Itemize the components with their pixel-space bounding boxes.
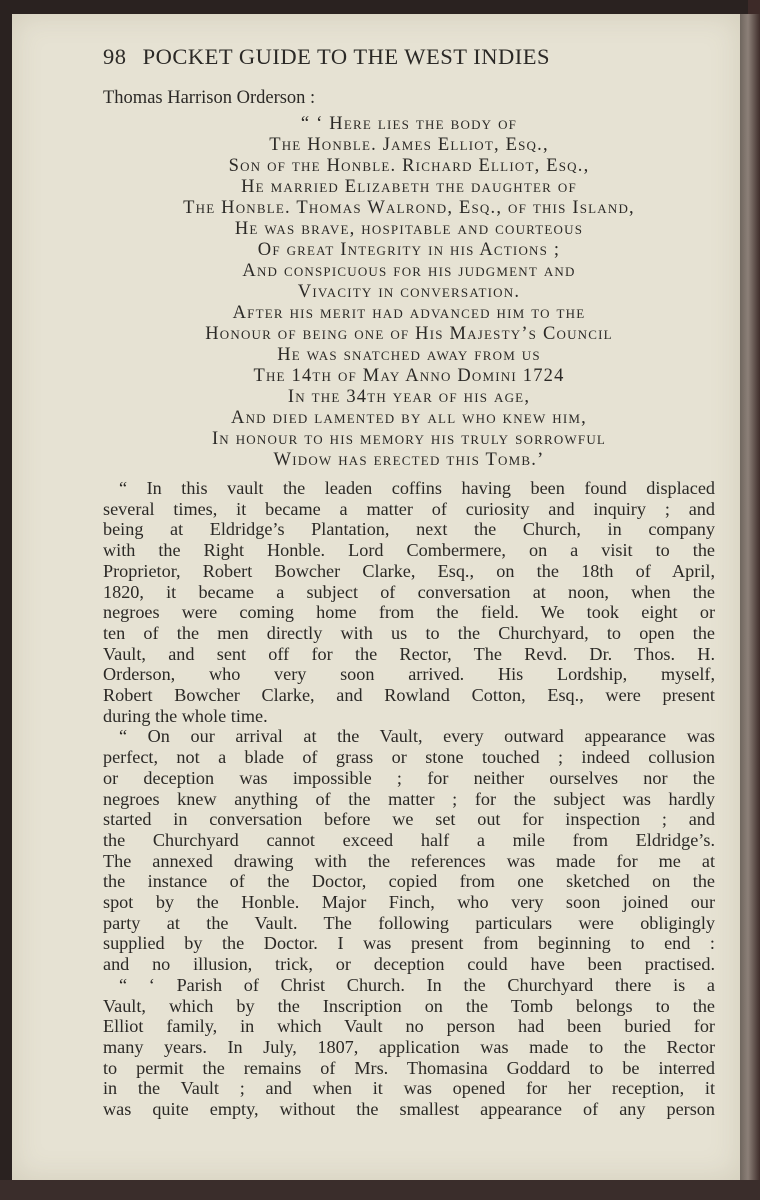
running-header [103,44,723,70]
epitaph-line: “ ‘ Here lies the body of [300,114,518,134]
body-line: started in conversation before we set out for inspection ; and [103,809,715,830]
body-line: in the Vault ; and when it was opened for her reception, it [103,1078,715,1099]
body-line: was quite empty, without the smallest appearance of any person [103,1099,715,1120]
body-line: Proprietor, Robert Bowcher Clarke, Esq., on the 18th of April, [103,560,715,581]
body-line: perfect, not a blade of grass or stone touched ; indeed collusion [103,747,715,768]
epitaph-line: Of great Integrity in his Actions ; [257,240,561,260]
running-title: POCKET GUIDE TO THE WEST INDIES [142,44,551,69]
body-line: ten of the men directly with us to the Churchyard, to open the [103,622,715,643]
body-line: the instance of the Doctor, copied from one sketched on the [103,871,715,892]
body-line: Orderson, who very soon arrived. His Lordship, myself, [103,664,715,685]
epitaph-line: Widow has erected this Tomb.’ [273,450,545,470]
body-line: the Churchyard cannot exceed half a mile from Eldridge’s. [103,829,715,850]
body-line: “ In this vault the leaden coffins having been found displaced [119,478,715,498]
body-line: negroes knew anything of the matter ; for the subject was hardly [103,788,715,809]
book-bottom-edge [0,1180,760,1200]
intro-line: Thomas Harrison Orderson : [103,88,316,108]
body-line: with the Right Honble. Lord Combermere, on a visit to the [103,540,715,561]
body-line: spot by the Honble. Major Finch, who very soon joined our [103,892,715,913]
epitaph-line: The Honble. James Elliot, Esq., [269,135,549,155]
body-line: Elliot family, in which Vault no person had been buried for [103,1016,715,1037]
body-line: The annexed drawing with the references was made for me at [103,850,715,871]
epitaph-line: He was snatched away from us [277,345,541,365]
body-line: Robert Bowcher Clarke, and Rowland Cotton, Esq., were present [103,685,715,706]
body-line: and no illusion, trick, or deception could have been practised. [103,954,715,975]
body-line: several times, it became a matter of curiosity and inquiry ; and [103,498,715,519]
epitaph-line: The Honble. Thomas Walrond, Esq., of this Island, [183,198,635,218]
epitaph-line: Son of the Honble. Richard Elliot, Esq., [228,156,590,176]
epitaph-line: He married Elizabeth the daughter of [241,177,577,197]
body-line: or deception was impossible ; for neither ourselves nor the [103,767,715,788]
body-line: supplied by the Doctor. I was present from beginning to end : [103,933,715,954]
body-line: being at Eldridge’s Plantation, next the Church, in company [103,519,715,540]
page-number: 98 [103,44,127,69]
body-text [103,478,715,1120]
body-line: “ On our arrival at the Vault, every outward appearance was [119,726,715,747]
page-edge-shadow [740,14,760,1180]
body-line: Vault, and sent off for the Rector, The Revd. Dr. Thos. H. [103,643,715,664]
body-line: party at the Vault. The following particulars were obligingly [103,912,715,933]
epitaph-line: Vivacity in conversation. [297,282,521,302]
epitaph-line: And died lamented by all who knew him, [231,408,587,428]
epitaph-line: In the 34th year of his age, [287,387,531,407]
epitaph-line: He was brave, hospitable and courteous [234,219,584,239]
epitaph-inscription [103,114,715,471]
epitaph-line: The 14th of May Anno Domini 1724 [253,366,565,386]
body-line: to permit the remains of Mrs. Thomasina Goddard to be interred [103,1057,715,1078]
body-line: Vault, which by the Inscription on the Tomb belongs to the [103,995,715,1016]
epitaph-line: Honour of being one of His Majesty’s Council [205,324,613,344]
epitaph-line: And conspicuous for his judgment and [242,261,576,281]
body-line: many years. In July, 1807, application was made to the Rector [103,1036,715,1057]
body-line: 1820, it became a subject of conversation at noon, when the [103,581,715,602]
epitaph-line: After his merit had advanced him to the [232,303,586,323]
body-line: negroes were coming home from the field. We took eight or [103,602,715,623]
body-line: “ ‘ Parish of Christ Church. In the Churchyard there is a [119,974,715,995]
body-line: during the whole time. [103,705,268,726]
epitaph-line: In honour to his memory his truly sorrowful [211,429,607,449]
